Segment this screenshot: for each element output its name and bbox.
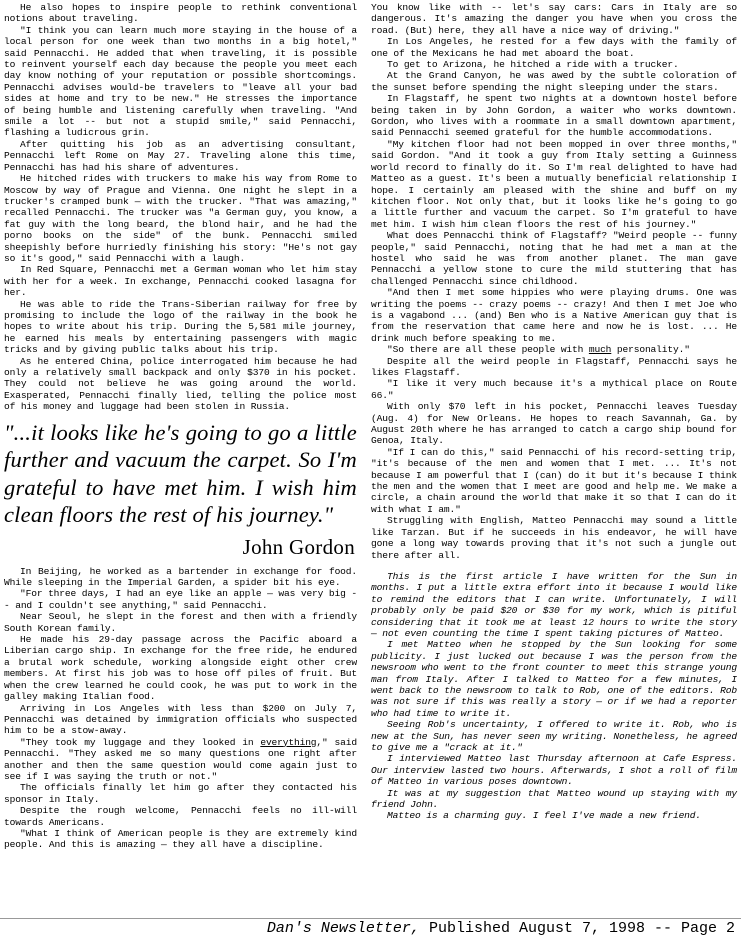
paragraph: After quitting his job as an advertising consultant, Pennacchi left Rome on May 27. Traveling alone this time, Pennacchi has had his share of adventures. bbox=[4, 138, 357, 173]
page-footer bbox=[0, 918, 741, 938]
pull-quote: "...it looks like he's going to go a little further and vacuum the carpet. So I'm grateful to have met him. I wish him clean floors the rest of his journey." bbox=[4, 419, 357, 528]
emphasized-word: everything bbox=[260, 736, 317, 748]
paragraph: What does Pennacchi think of Flagstaff? "Weird people -- funny people," said Pennacchi, noting that he had met a man at the hostel who said he was from another planet. The man gave Pennacchi a yellow stone to cure the mild stuttering that has challenged Pennacchi since childhood. bbox=[371, 230, 737, 287]
right-column bbox=[371, 2, 737, 822]
paragraph: In Flagstaff, he spent two nights at a downtown hostel before being taken in by John Gordon, a waiter who works downtown. Gordon, who lives with a roommate in a small downtown apartment, said Pennacchi seemed grateful for the humble accommodations. bbox=[371, 93, 737, 139]
paragraph: As he entered China, police interrogated him because he had only a relatively small backpack and only $370 in his pocket. They could not believe he was going around the world. Exasperated, Pennacchi finally lied, telling the police most of his money and luggage had been stolen in Russia. bbox=[4, 355, 357, 413]
paragraph: In Beijing, he worked as a bartender in exchange for food. While sleeping in the Imperial Garden, a spider bit his eye. bbox=[4, 565, 357, 589]
paragraph: I met Matteo when he stopped by the Sun looking for some publicity. I just lucked out because I was the person from the newsroom who went to the front counter to meet this strange young man from Italy. After I talked to Matteo for a few minutes, I went back to the newsroom to talk to Rob, one of the editors. Rob was not sure if this was really a story — or if we had a reporter who had time to write it. bbox=[371, 639, 737, 719]
paragraph: With only $70 left in his pocket, Pennacchi leaves Tuesday (Aug. 4) for New Orleans. He hopes to reach Savannah, Ga. by August 20th where he has arranged to catch a cargo ship bound for Genoa, Italy. bbox=[371, 401, 737, 447]
paragraph: At the Grand Canyon, he was awed by the subtle coloration of the sunset before spending the night sleeping under the stars. bbox=[371, 70, 737, 93]
paragraph: "For three days, I had an eye like an apple — was very big -- and I couldn't see anything," said Pennacchi. bbox=[4, 588, 357, 611]
paragraph: To get to Arizona, he hitched a ride with a trucker. bbox=[387, 59, 679, 71]
paragraph: This is the first article I have written for the Sun in months. I put a little extra effort into it because I would like to remind the editors that I can write. Unfortunately, I will probably only be paid $20 or $30 for my work, which is pitiful considering that it took me at least 12 hours to write the story — not even counting the time I spent taking pictures of Matteo. bbox=[371, 570, 737, 639]
paragraph: He was able to ride the Trans-Siberian railway for free by promising to include the logo of the railway in the book he hopes to write about his trip. During the 5,581 mile journey, he earned his meals by entertaining passengers with magic tricks and by giving public talks about his trip. bbox=[4, 298, 357, 356]
paragraph: "They took my luggage and they looked in everything," said Pennacchi. "They asked me so many questions one right after another and then the same question would come again just to see if I was saying the truth or not." bbox=[4, 736, 357, 782]
paragraph: "I think you can learn much more staying in the house of a local person for one week than two months in a big hotel," said Pennacchi. He added that when traveling, it is possible to reinvent yourself each day because the people you meet each day know nothing of your reputation or possible shortcomings. Pennacchi advises would-be travelers to "leave all your bad sides at home and try to be new." He stresses the importance of being humble and listening carefully when traveling. "And smile a lot -- but not a stupid smile," said Pennacchi, flashing a ludicrous grin. bbox=[4, 24, 357, 139]
newsletter-name: Dan's Newsletter, bbox=[266, 920, 420, 937]
paragraph: You know like with -- let's say cars: Cars in Italy are so dangerous. It's amazing the danger you have when you cross the road. (But) here, they all have a nice way of driving." bbox=[371, 2, 737, 36]
paragraph: He hitched rides with truckers to make his way from Rome to Moscow by way of Prague and Vienna. One night he slept in a trucker's cramped bunk — with the trucker. "That was amazing," recalled Pennacchi. The trucker was "a German guy, you know, a fat guy with the long beard, the blond hair, and he had the porno books on the side" of the bunk. Pennacchi smiled sheepishly before hurriedly finishing his story: "He's not gay so it's good," said Pennacchi with a laugh. bbox=[4, 173, 357, 264]
paragraph: Despite the rough welcome, Pennacchi feels no ill-will towards Americans. bbox=[4, 805, 357, 828]
paragraph: Matteo is a charming guy. I feel I've made a new friend. bbox=[387, 810, 702, 822]
paragraph: Despite all the weird people in Flagstaff, Pennacchi says he likes Flagstaff. bbox=[371, 355, 737, 378]
publication-info: Published August 7, 1998 -- Page 2 bbox=[419, 920, 735, 937]
pull-quote-attribution: John Gordon bbox=[242, 534, 355, 559]
paragraph: He made his 29-day passage across the Pacific aboard a Liberian cargo ship. In exchange for the free ride, he endured a brutal work schedule, working alongside eight other crew members. At first his job was to hose off piles of fruit. But when the crew learned he could cook, he was put to work in the galley making Italian food. bbox=[4, 634, 357, 703]
paragraph: Arriving in Los Angeles with less than $200 on July 7, Pennacchi was detained by immigration officials who suspected him to be a stow-away. bbox=[4, 702, 357, 737]
paragraph: He also hopes to inspire people to rethink conventional notions about traveling. bbox=[4, 2, 357, 25]
paragraph: In Los Angeles, he rested for a few days with the family of one of the Mexicans he had met aboard the boat. bbox=[371, 36, 737, 59]
paragraph: In Red Square, Pennacchi met a German woman who let him stay with her for a week. In exchange, Pennacchi cooked lasagna for her. bbox=[4, 264, 357, 299]
paragraph: Near Seoul, he slept in the forest and then with a friendly South Korean family. bbox=[4, 611, 357, 634]
author-note bbox=[371, 571, 737, 822]
paragraph: Struggling with English, Matteo Pennacchi may sound a little like Tarzan. But if he succeeds in his endeavor, he will have gone a long way towards proving that it's not such a jungle out there after all. bbox=[371, 515, 737, 561]
paragraph: "I like it very much because it's a mythical place on Route 66." bbox=[371, 378, 737, 401]
paragraph: "If I can do this," said Pennacchi of his record-setting trip, "it's because of the men and women that I met. ... It's not because I am powerful that I (can) do it but it's because I think the men and the women that I meet are good and help me. We make a circle, a chain around the world that make it so that I can do it with what I am." bbox=[371, 446, 737, 515]
paragraph: "What I think of American people is they are extremely kind people. And this is amazing — they all have a discipline. bbox=[4, 827, 357, 851]
paragraph: "My kitchen floor had not been mopped in over three months," said Gordon. "And it took a guy from Italy setting a Guinness world record to finally do it. So I'm real delighted to have had Matteo as a guest. It's been a mutually beneficial relationship I hope. I certainly am pleased with the shine and buff on my kitchen floor. Not only that, but it looks like he's going to go a little further and vacuum the carpet. So I'm grateful to have met him. I wish him clean floors the rest of his journey." bbox=[371, 138, 737, 230]
article-paragraphs-top bbox=[4, 2, 357, 413]
emphasized-word: much bbox=[588, 344, 612, 356]
article-paragraphs-continued bbox=[371, 2, 737, 561]
paragraph: The officials finally let him go after they contacted his sponsor in Italy. bbox=[4, 782, 357, 805]
article-paragraphs-bottom bbox=[4, 566, 357, 851]
paragraph: Seeing Rob's uncertainty, I offered to write it. Rob, who is new at the Sun, has never seen my writing. Nonetheless, he agreed to give me a "crack at it." bbox=[371, 719, 737, 753]
paragraph: I interviewed Matteo last Thursday afternoon at Cafe Espress. Our interview lasted two hours. Afterwards, I shot a roll of film of Matteo in various poses downtown. bbox=[371, 753, 737, 788]
paragraph: "And then I met some hippies who were playing drums. One was writing the poems -- crazy poems -- crazy! And then I met Joe who is a vagabond ... (and) Ben who is a Native American guy that is from the reservation that came here and now he is lost. ... He drink much before speaking to me. bbox=[371, 287, 737, 344]
paragraph: It was at my suggestion that Matteo wound up staying with my friend John. bbox=[371, 787, 737, 811]
paragraph: "So there are all these people with much personality." bbox=[387, 344, 690, 356]
left-column bbox=[4, 2, 357, 851]
